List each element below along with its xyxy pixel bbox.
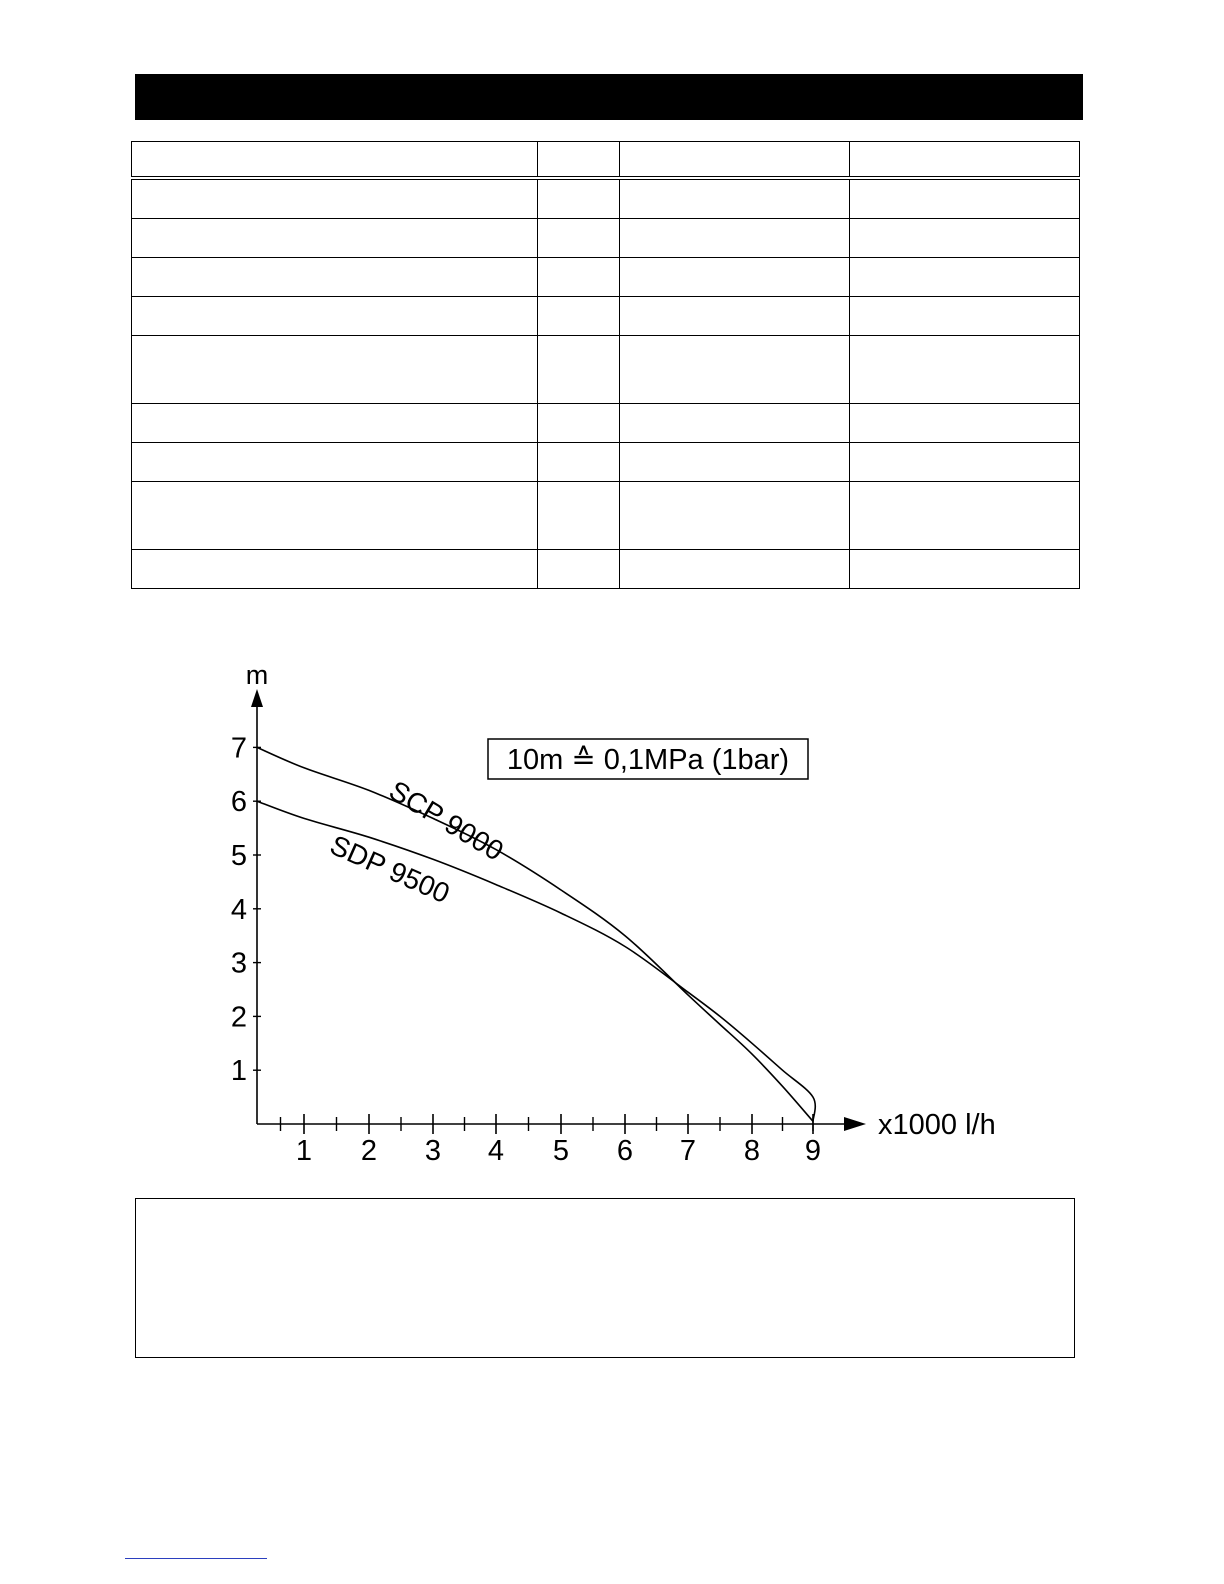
x-tick-label: 5: [552, 1135, 570, 1167]
y-axis-arrow: [251, 689, 263, 707]
y-axis-label: m: [245, 660, 269, 690]
y-tick-label: 6: [230, 786, 247, 819]
y-tick-label: 2: [230, 1001, 247, 1034]
pressure-conversion-annotation: [488, 739, 808, 779]
x-axis-label: x1000 l/h: [878, 1109, 996, 1141]
x-tick-label: 6: [616, 1135, 634, 1167]
x-tick-label: 2: [360, 1135, 378, 1167]
y-tick-label: 5: [230, 840, 247, 872]
series-label-sdp-9500: SDP 9500: [325, 829, 455, 910]
y-tick-label: 3: [230, 947, 247, 980]
y-tick-label: 7: [230, 732, 247, 765]
annotation-text: 10m ≙ 0,1MPa (1bar): [506, 744, 790, 776]
notes-box: [135, 1198, 1075, 1358]
series-line-scp-9000: [257, 747, 813, 1121]
y-tick-label: 4: [230, 893, 247, 926]
series-label-scp-9000: SCP 9000: [383, 774, 509, 867]
x-tick-label: 8: [743, 1135, 761, 1167]
x-tick-label: 7: [679, 1135, 697, 1167]
x-tick-label: 4: [487, 1135, 505, 1167]
chart-series: [257, 747, 815, 1121]
y-tick-label: 1: [230, 1055, 247, 1088]
x-axis-arrow: [844, 1117, 866, 1131]
footer-line: [125, 1558, 267, 1559]
x-tick-label: 1: [295, 1135, 313, 1167]
x-tick-label: 9: [804, 1135, 822, 1167]
x-tick-label: 3: [424, 1135, 442, 1167]
chart-ticks: [231, 732, 821, 1167]
